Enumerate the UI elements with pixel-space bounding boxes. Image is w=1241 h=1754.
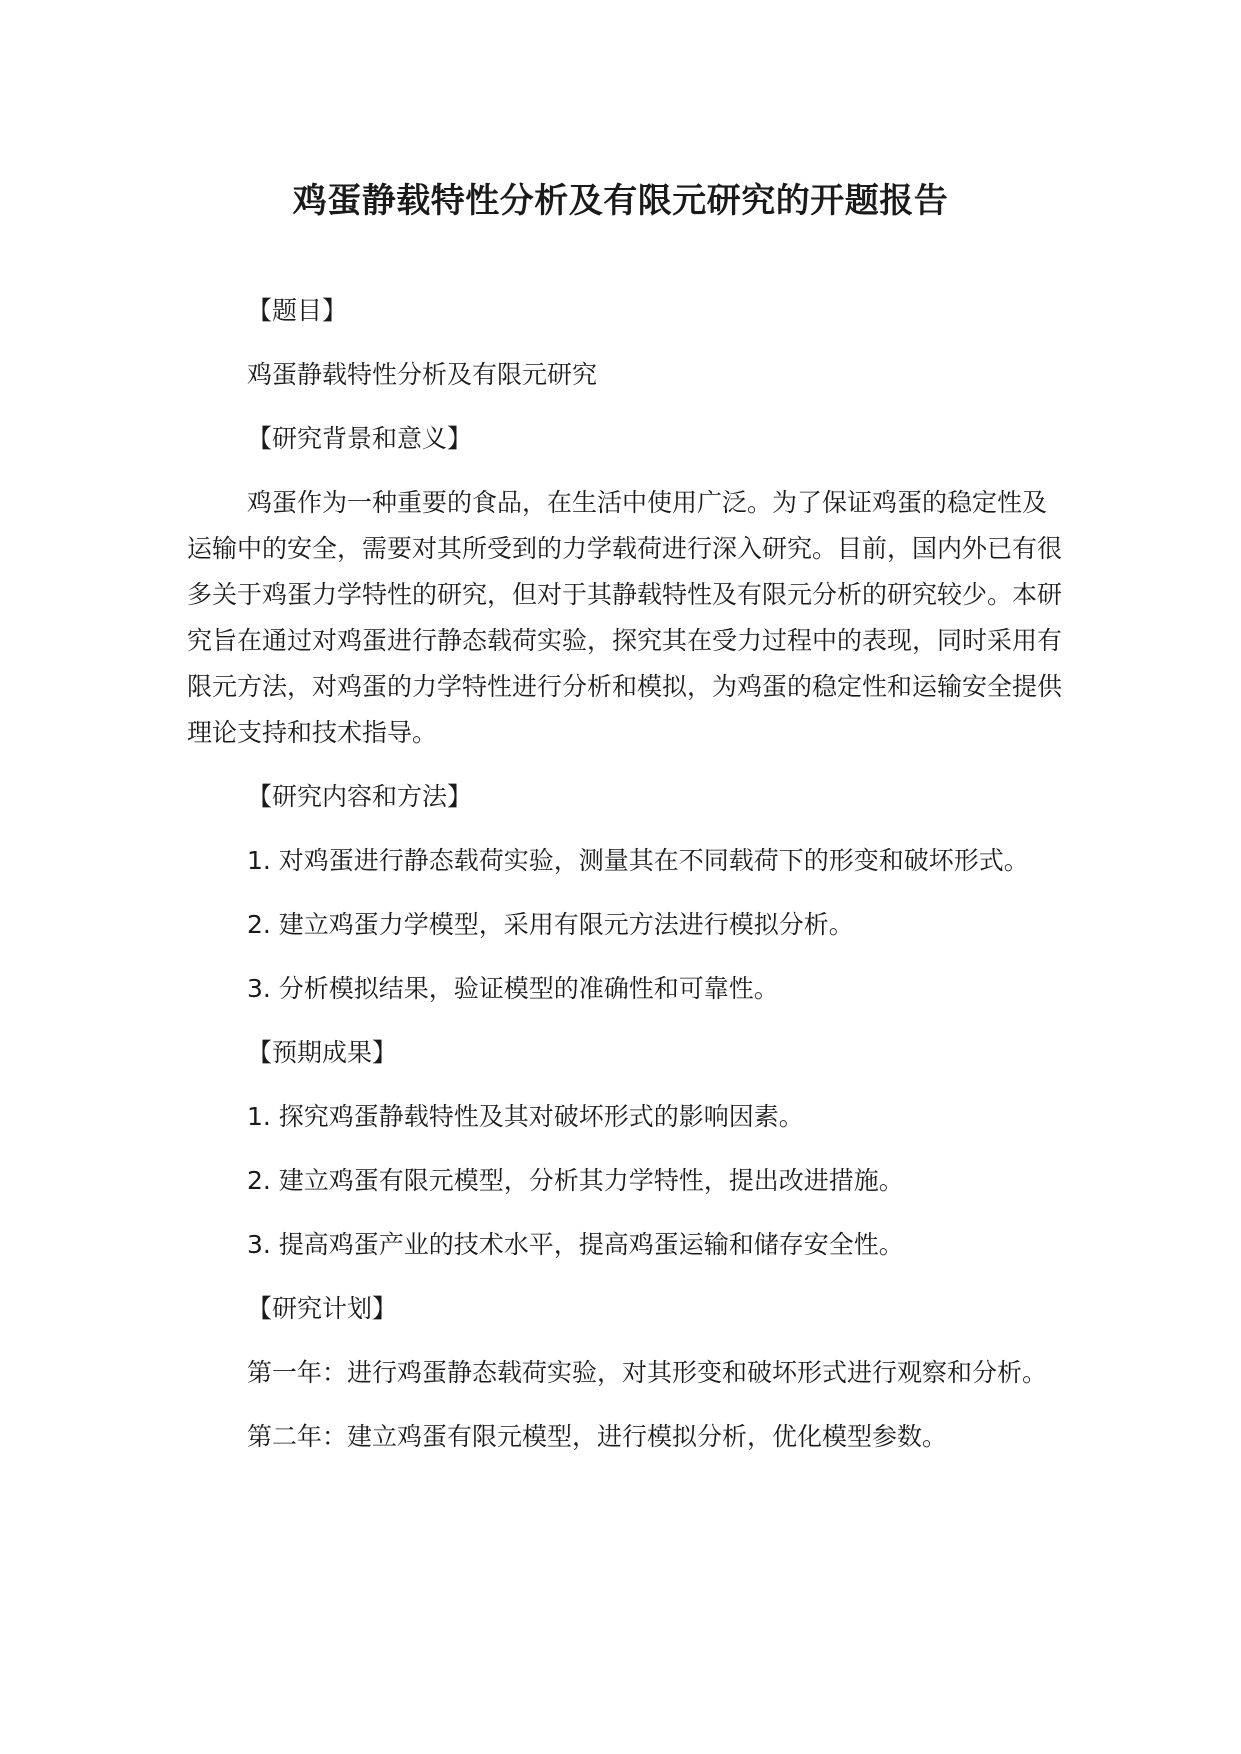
document-body — [187, 288, 1067, 1478]
methods-item-2: 2. 建立鸡蛋力学模型，采用有限元方法进行模拟分析。 — [247, 910, 854, 939]
section-heading-outcomes: 【预期成果】 — [247, 1038, 398, 1067]
section-heading-plan: 【研究计划】 — [247, 1294, 398, 1323]
section-heading-background: 【研究背景和意义】 — [247, 424, 473, 453]
topic-text: 鸡蛋静载特性分析及有限元研究 — [247, 360, 598, 389]
document-title: 鸡蛋静载特性分析及有限元研究的开题报告 — [292, 181, 949, 221]
outcomes-item-1: 1. 探究鸡蛋静载特性及其对破坏形式的影响因素。 — [247, 1102, 804, 1131]
methods-item-1: 1. 对鸡蛋进行静态载荷实验，测量其在不同载荷下的形变和破坏形式。 — [247, 846, 1029, 875]
plan-year-1: 第一年：进行鸡蛋静态载荷实验，对其形变和破坏形式进行观察和分析。 — [247, 1358, 1048, 1387]
outcomes-item-3: 3. 提高鸡蛋产业的技术水平，提高鸡蛋运输和储存安全性。 — [247, 1230, 904, 1259]
section-heading-topic: 【题目】 — [247, 296, 348, 325]
background-paragraph: 鸡蛋作为一种重要的食品，在生活中使用广泛。为了保证鸡蛋的稳定性及运输中的安全，需要对其所受到的力学载荷进行深入研究。目前，国内外已有很多关于鸡蛋力学特性的研究，但对于其静载特性及有限元分析的研究较少。本研究旨在通过对鸡蛋进行静态载荷实验，探究其在受力过程中的表现，同时采用有限元方法，对鸡蛋的力学特性进行分析和模拟，为鸡蛋的稳定性和运输安全提供理论支持和技术指导。 — [187, 488, 1063, 747]
section-heading-methods: 【研究内容和方法】 — [247, 782, 473, 811]
outcomes-item-2: 2. 建立鸡蛋有限元模型，分析其力学特性，提出改进措施。 — [247, 1166, 904, 1195]
methods-item-3: 3. 分析模拟结果，验证模型的准确性和可靠性。 — [247, 974, 779, 1003]
plan-year-2: 第二年：建立鸡蛋有限元模型，进行模拟分析，优化模型参数。 — [247, 1422, 948, 1451]
